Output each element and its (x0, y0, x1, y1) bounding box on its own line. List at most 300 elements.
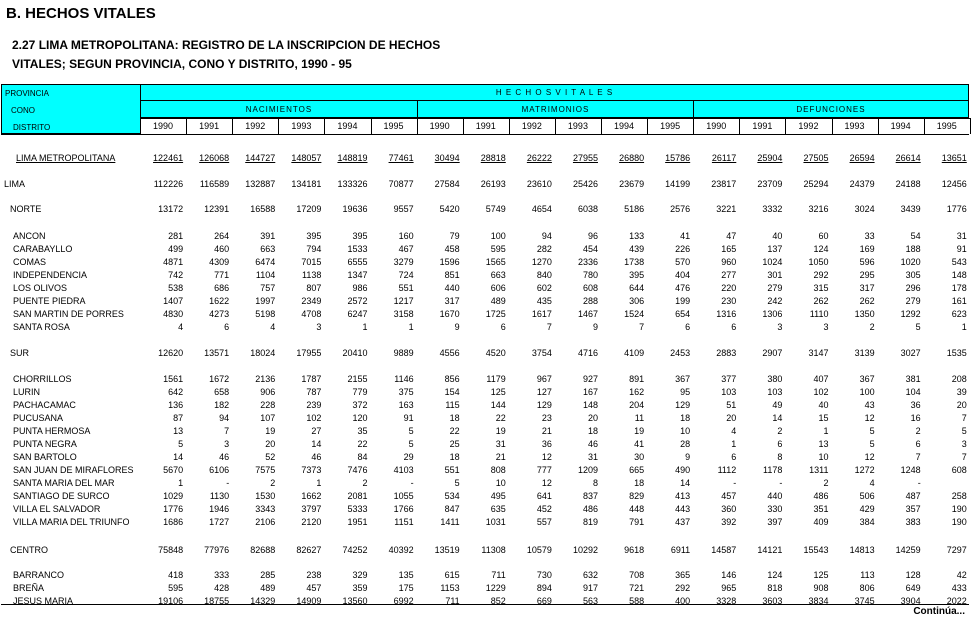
table-cell: 7297 (946, 545, 967, 555)
table-cell: 167 (582, 387, 598, 397)
table-cell: 663 (490, 270, 506, 280)
row-label: INDEPENDENCIA (13, 270, 88, 280)
table-cell: 134181 (291, 179, 322, 189)
table-cell: 1727 (209, 517, 230, 527)
table-cell: 6106 (209, 465, 230, 475)
year-header: 1993 (291, 121, 312, 131)
table-cell: 380 (767, 374, 783, 384)
table-cell: 1272 (854, 465, 875, 475)
table-cell: 4 (869, 478, 875, 488)
table-cell: 317 (444, 296, 460, 306)
table-cell: 927 (582, 374, 598, 384)
table-cell: 133326 (337, 179, 368, 189)
table-cell: 199 (675, 296, 691, 306)
table-cell: 26594 (849, 153, 875, 163)
table-cell: 357 (905, 504, 921, 514)
table-cell: 641 (536, 491, 552, 501)
table-cell: 1 (961, 322, 967, 332)
table-cell: 837 (582, 491, 598, 501)
table-cell: 124 (767, 570, 783, 580)
table-cell: 1725 (485, 309, 506, 319)
table-cell: 1411 (440, 517, 460, 527)
table-cell: 391 (260, 231, 276, 241)
table-cell: 418 (168, 570, 184, 580)
table-cell: 8 (592, 478, 598, 488)
table-cell: 242 (767, 296, 783, 306)
table-cell: 16588 (250, 204, 276, 214)
table-cell: 165 (721, 244, 737, 254)
table-cell: 367 (675, 374, 691, 384)
table-cell: 3904 (900, 596, 921, 606)
table-cell: 4103 (393, 465, 414, 475)
table-cell: 742 (168, 270, 184, 280)
table-cell: 23 (541, 413, 552, 423)
row-label: SANTA ROSA (13, 322, 70, 332)
row-label: COMAS (13, 257, 47, 267)
table-cell: 1311 (809, 465, 829, 475)
table-cell: 28818 (480, 153, 506, 163)
table-cell: 306 (629, 296, 645, 306)
table-cell: 10 (680, 426, 691, 436)
table-cell: 100 (490, 231, 506, 241)
table-cell: 42 (956, 570, 967, 580)
table-cell: 538 (168, 283, 184, 293)
grid-line (555, 118, 556, 134)
table-cell: 52 (265, 452, 276, 462)
table-cell: 1217 (393, 296, 414, 306)
table-cell: 490 (675, 465, 691, 475)
table-cell: 279 (767, 283, 783, 293)
table-cell: 18 (680, 413, 691, 423)
table-cell: 1347 (347, 270, 368, 280)
table-cell: 606 (490, 283, 506, 293)
table-cell: 1686 (163, 517, 184, 527)
table-cell: 457 (306, 583, 322, 593)
table-cell: 100 (859, 387, 875, 397)
table-cell: 91 (403, 413, 414, 423)
table-cell: 77976 (204, 545, 230, 555)
table-cell: 4109 (624, 348, 645, 358)
table-cell: 6 (777, 439, 783, 449)
table-cell: 295 (859, 270, 875, 280)
grid-line (739, 118, 740, 134)
table-cell: 2136 (255, 374, 276, 384)
table-cell: 7 (961, 452, 967, 462)
vital-events-table (1, 84, 969, 604)
table-cell: 686 (214, 283, 230, 293)
table-cell: 13651 (941, 153, 967, 163)
grid-line (278, 118, 279, 134)
table-cell: 395 (352, 231, 368, 241)
table-cell: 9889 (393, 348, 414, 358)
table-cell: 258 (951, 491, 967, 501)
table-cell: 107 (260, 413, 276, 423)
table-cell: 779 (352, 387, 368, 397)
table-cell: 190 (951, 504, 967, 514)
table-cell: 10 (495, 478, 506, 488)
table-cell: 407 (813, 374, 829, 384)
table-cell: 19106 (158, 596, 184, 606)
table-cell: 448 (629, 504, 645, 514)
table-cell: 2120 (301, 517, 322, 527)
row-label: PUNTA NEGRA (13, 439, 77, 449)
row-label: CARABAYLLO (13, 244, 73, 254)
table-cell: 1153 (440, 583, 460, 593)
table-cell: 163 (398, 400, 414, 410)
table-cell: 409 (813, 517, 829, 527)
table-cell: 77461 (388, 153, 414, 163)
table-cell: 1565 (485, 257, 506, 267)
table-cell: 807 (306, 283, 322, 293)
grid-line (924, 118, 925, 134)
table-cell: 1270 (531, 257, 552, 267)
table-cell: 22 (357, 439, 368, 449)
year-header: 1995 (383, 121, 404, 131)
table-cell: 506 (859, 491, 875, 501)
table-cell: 84 (357, 452, 368, 462)
table-cell: 1029 (163, 491, 184, 501)
table-cell: 5670 (163, 465, 184, 475)
table-cell: 128 (905, 570, 921, 580)
table-cell: 711 (491, 570, 506, 580)
table-cell: 3603 (762, 596, 783, 606)
year-header: 1993 (567, 121, 588, 131)
table-cell: 2 (915, 426, 921, 436)
matrimonios-header (417, 100, 694, 118)
table-cell: 2576 (670, 204, 691, 214)
table-cell: 28 (680, 439, 691, 449)
table-cell: 126068 (199, 153, 230, 163)
table-cell: 7 (546, 322, 552, 332)
table-cell: 1110 (809, 309, 829, 319)
table-cell: 3 (316, 322, 322, 332)
table-cell: 1533 (347, 244, 368, 254)
table-cell: 277 (721, 270, 737, 280)
grid-line (324, 118, 325, 134)
table-cell: 4309 (209, 257, 230, 267)
table-cell: 967 (536, 374, 552, 384)
table-cell: 711 (445, 596, 460, 606)
table-cell: 144 (490, 400, 506, 410)
table-cell: 906 (260, 387, 276, 397)
table-cell: 4871 (163, 257, 184, 267)
row-label: LIMA (4, 179, 26, 189)
table-cell: 856 (444, 374, 460, 384)
table-cell: 292 (813, 270, 829, 280)
table-cell: 190 (951, 517, 967, 527)
row-label: BREÑA (13, 583, 45, 593)
table-cell: 2336 (577, 257, 598, 267)
table-cell: 29 (403, 452, 414, 462)
row-label: SUR (10, 348, 30, 358)
table-cell: 6 (915, 439, 921, 449)
row-label: SAN MARTIN DE PORRES (13, 309, 124, 319)
table-cell: 1292 (900, 309, 921, 319)
table-cell: 557 (536, 517, 552, 527)
year-header: 1990 (153, 121, 174, 131)
table-cell: 82688 (250, 545, 276, 555)
table-cell: 36 (541, 439, 552, 449)
table-cell: 5 (408, 439, 414, 449)
table-cell: 4716 (577, 348, 598, 358)
table-cell: 175 (398, 583, 414, 593)
table-cell: 21 (495, 452, 506, 462)
table-cell: 129 (675, 400, 691, 410)
table-cell: 7 (224, 426, 230, 436)
table-cell: 132887 (245, 179, 276, 189)
table-cell: 1248 (900, 465, 921, 475)
table-cell: 208 (951, 374, 967, 384)
row-label: SAN BARTOLO (13, 452, 77, 462)
table-cell: 24188 (895, 179, 921, 189)
row-label: PACHACAMAC (13, 400, 76, 410)
table-cell: 9618 (624, 545, 645, 555)
table-cell: 10292 (572, 545, 598, 555)
table-cell: 18755 (204, 596, 230, 606)
table-cell: 148819 (337, 153, 368, 163)
row-label: ANCON (13, 231, 46, 241)
group-defunciones: DEFUNCIONES (796, 105, 866, 114)
table-cell: 458 (444, 244, 460, 254)
table-cell: 40392 (388, 545, 414, 555)
table-cell: 367 (859, 374, 875, 384)
table-cell: 148 (951, 270, 967, 280)
table-cell: 226 (675, 244, 691, 254)
grid-line (693, 118, 694, 134)
table-cell: 1050 (808, 257, 829, 267)
table-cell: 724 (398, 270, 414, 280)
table-cell: 5 (869, 426, 875, 436)
table-cell: 18024 (250, 348, 276, 358)
table-cell: 1229 (485, 583, 506, 593)
table-cell: 2 (270, 478, 276, 488)
table-cell: 392 (721, 517, 737, 527)
table-cell: 188 (905, 244, 921, 254)
table-cell: 6038 (577, 204, 598, 214)
grid-line (232, 118, 233, 134)
table-cell: 4 (731, 426, 737, 436)
table-cell: 25904 (757, 153, 783, 163)
table-cell: 359 (352, 583, 368, 593)
table-cell: 103 (721, 387, 737, 397)
table-cell: 397 (767, 517, 783, 527)
table-cell: 433 (951, 583, 967, 593)
table-cell: 19 (634, 426, 645, 436)
table-cell: 1130 (209, 491, 230, 501)
table-cell: 3328 (716, 596, 737, 606)
table-cell: 333 (214, 570, 230, 580)
table-cell: 1738 (624, 257, 645, 267)
table-cell: 457 (721, 491, 737, 501)
table-cell: 26193 (480, 179, 506, 189)
table-cell: 3754 (531, 348, 552, 358)
table-cell: 3797 (301, 504, 322, 514)
table-cell: 91 (956, 244, 967, 254)
table-cell: 437 (675, 517, 691, 527)
table-cell: 20 (265, 439, 276, 449)
table-cell: 1 (408, 322, 414, 332)
table-cell: 10579 (526, 545, 552, 555)
table-cell: 14909 (296, 596, 322, 606)
table-cell: 1776 (163, 504, 184, 514)
table-cell: 11 (634, 413, 645, 423)
table-cell: 23610 (526, 179, 552, 189)
table-cell: 1306 (762, 309, 783, 319)
table-cell: 5 (408, 426, 414, 436)
table-cell: 14 (173, 452, 184, 462)
table-cell: 3024 (854, 204, 875, 214)
table-cell: 608 (951, 465, 967, 475)
table-cell: 35 (357, 426, 368, 436)
table-cell: 125 (813, 570, 829, 580)
table-cell: 3 (777, 322, 783, 332)
table-cell: 1020 (900, 257, 921, 267)
year-header: 1990 (429, 121, 450, 131)
table-cell: 285 (260, 570, 276, 580)
table-cell: 19636 (342, 204, 368, 214)
table-cell: 551 (398, 283, 414, 293)
continues-note: Continúa... (913, 606, 965, 617)
table-cell: 162 (629, 387, 645, 397)
table-cell: 570 (675, 257, 691, 267)
table-cell: 5 (454, 478, 460, 488)
grid-line (1, 84, 2, 134)
table-cell: 2907 (762, 348, 783, 358)
table-cell: 4556 (439, 348, 460, 358)
table-cell: 1 (316, 478, 322, 488)
table-cell: 13 (818, 439, 829, 449)
table-cell: 642 (168, 387, 184, 397)
table-cell: 1179 (486, 374, 506, 384)
table-cell: 3139 (854, 348, 875, 358)
row-label: SANTIAGO DE SURCO (13, 491, 110, 501)
table-cell: 1672 (209, 374, 230, 384)
table-cell: 103 (767, 387, 783, 397)
table-cell: 2081 (347, 491, 368, 501)
table-cell: 365 (675, 570, 691, 580)
table-cell: - (733, 478, 737, 488)
table-cell: 104 (905, 387, 921, 397)
row-label: SANTA MARIA DEL MAR (13, 478, 115, 488)
table-cell: 281 (168, 231, 184, 241)
table-cell: 228 (260, 400, 276, 410)
table-cell: 413 (675, 491, 691, 501)
table-cell: 1350 (854, 309, 875, 319)
row-label: CENTRO (10, 545, 48, 555)
table-cell: 127 (536, 387, 552, 397)
table-cell: 3221 (716, 204, 737, 214)
table-cell: 563 (582, 596, 598, 606)
table-cell: 15786 (665, 153, 691, 163)
row-label: BARRANCO (13, 570, 65, 580)
table-cell: 1561 (163, 374, 184, 384)
table-cell: 13560 (342, 596, 368, 606)
table-cell: 623 (951, 309, 967, 319)
table-cell: 282 (536, 244, 552, 254)
table-cell: 381 (905, 374, 921, 384)
table-cell: 15 (818, 413, 829, 423)
table-cell: 31 (495, 439, 506, 449)
year-header: 1994 (614, 121, 635, 131)
table-cell: 12 (864, 413, 875, 423)
table-cell: 82627 (296, 545, 322, 555)
table-cell: 5749 (485, 204, 506, 214)
table-cell: 6 (731, 322, 737, 332)
table-cell: 894 (536, 583, 552, 593)
group-title: H E C H O S V I T A L E S (495, 88, 614, 97)
table-cell: 17209 (296, 204, 322, 214)
table-cell: 14259 (895, 545, 921, 555)
grid-line (371, 118, 372, 134)
table-cell: 12 (864, 452, 875, 462)
table-cell: 26222 (526, 153, 552, 163)
table-cell: 178 (951, 283, 967, 293)
table-cell: 146 (721, 570, 737, 580)
table-cell: 4654 (531, 204, 552, 214)
section-title: B. HECHOS VITALES (6, 5, 156, 22)
table-cell: 12391 (204, 204, 230, 214)
table-cell: 115 (445, 400, 460, 410)
table-cell: 360 (721, 504, 737, 514)
table-cell: 644 (629, 283, 645, 293)
table-cell: 13571 (204, 348, 230, 358)
grid-line (601, 118, 602, 134)
table-cell: 31 (587, 452, 598, 462)
table-cell: 851 (444, 270, 460, 280)
grid-line (417, 118, 418, 134)
table-cell: 13172 (158, 204, 184, 214)
table-cell: 14 (772, 413, 783, 423)
table-cell: 102 (813, 387, 829, 397)
table-cell: 372 (352, 400, 368, 410)
table-cell: 26117 (711, 153, 737, 163)
table-cell: 4 (270, 322, 276, 332)
table-cell: 404 (675, 270, 691, 280)
table-cell: 9 (592, 322, 598, 332)
table-cell: 543 (951, 257, 967, 267)
table-cell: 1617 (531, 309, 552, 319)
row-label: CHORRILLOS (13, 374, 72, 384)
table-cell: 262 (813, 296, 829, 306)
table-cell: 4520 (485, 348, 506, 358)
table-cell: 25 (449, 439, 460, 449)
table-cell: 292 (675, 583, 691, 593)
table-cell: 13 (173, 426, 184, 436)
table-cell: 15543 (803, 545, 829, 555)
table-cell: 1112 (717, 465, 737, 475)
table-cell: 1776 (946, 204, 967, 214)
row-label: LURIN (13, 387, 41, 397)
table-cell: 160 (398, 231, 414, 241)
grid-line (647, 118, 648, 134)
table-cell: 54 (910, 231, 921, 241)
table-cell: 51 (726, 400, 737, 410)
table-cell: 113 (860, 570, 875, 580)
table-cell: 204 (629, 400, 645, 410)
table-cell: 829 (629, 491, 645, 501)
stub-cono: CONO (11, 106, 35, 115)
row-label: NORTE (10, 204, 42, 214)
table-cell: 26880 (619, 153, 645, 163)
table-cell: 6 (224, 322, 230, 332)
table-cell: 116589 (199, 179, 230, 189)
table-cell: 375 (398, 387, 414, 397)
table-title-line1: 2.27 LIMA METROPOLITANA: REGISTRO DE LA INSCRIPCION DE HECHOS (12, 38, 441, 52)
table-cell: 23709 (757, 179, 783, 189)
table-cell: 296 (905, 283, 921, 293)
table-cell: 440 (767, 491, 783, 501)
table-cell: 6555 (347, 257, 368, 267)
